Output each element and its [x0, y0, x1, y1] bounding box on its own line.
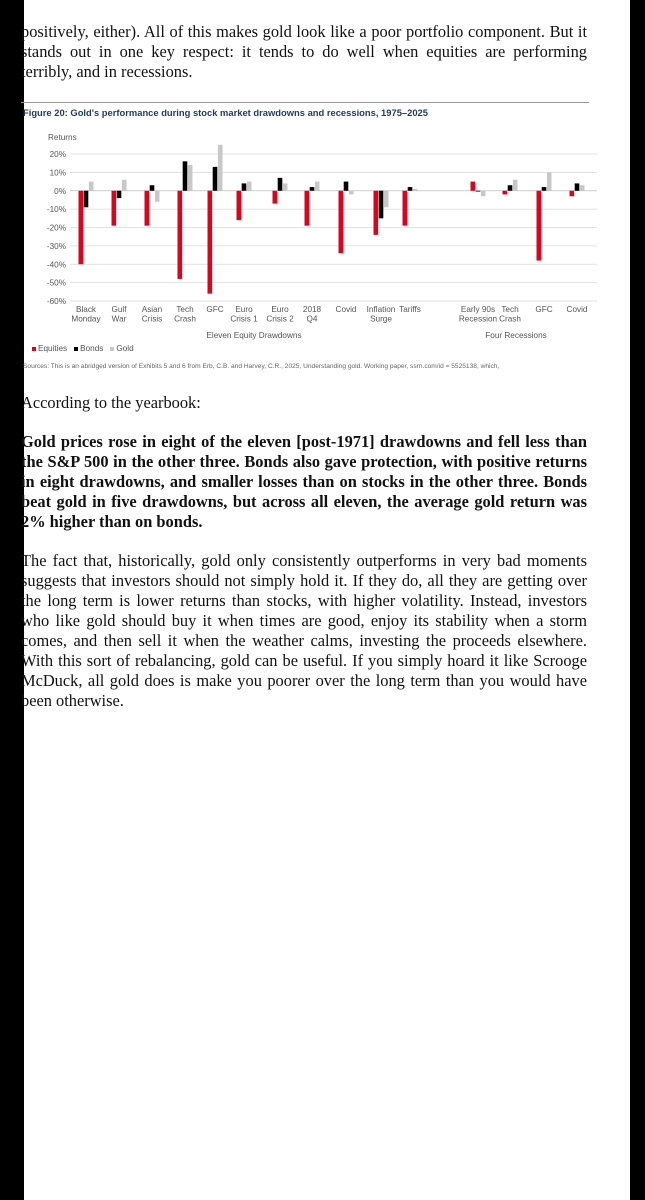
bar-equities [403, 191, 408, 226]
x-tick-label: GFC [535, 305, 553, 314]
bar-equities [208, 191, 213, 294]
y-tick-label: -20% [46, 223, 66, 233]
x-tick-label: Tariffs [399, 305, 421, 314]
paragraph-according: According to the yearbook: [21, 393, 201, 412]
paragraph-quote: Gold prices rose in eight of the eleven [post-1971] drawdowns and fell less than the S&P 500 in the other three. Bonds also gave protection, with positive returns in eight drawdowns, and smaller losses than on stocks in the other three. Bonds beat gold in five drawdowns, but across all eleven, the average gold return was 2% higher than on bonds. [21, 432, 587, 531]
bar-gold [247, 182, 252, 191]
x-tick-label: Crisis [141, 314, 163, 324]
bar-equities [537, 191, 542, 261]
bar-gold [413, 189, 418, 191]
x-tick-label: Tech [501, 305, 519, 314]
group-label: Eleven Equity Drawdowns [206, 331, 302, 340]
x-tick-label: Covid [566, 305, 588, 314]
bar-gold [155, 191, 160, 202]
bar-bonds [150, 185, 155, 191]
legend-equities-label: Equities [38, 344, 68, 353]
bar-equities [471, 182, 476, 191]
x-tick-label: Surge [370, 314, 392, 324]
bar-bonds [508, 185, 513, 191]
y-tick-label: -40% [46, 260, 66, 270]
y-tick-label: 20% [49, 150, 66, 159]
bar-equities [178, 191, 183, 279]
bar-bonds [242, 183, 247, 190]
chart-legend [32, 344, 134, 353]
figure-title: Figure 20: Gold's performance during stock market drawdowns and recessions, 1975–2025 [23, 107, 428, 118]
bar-equities [273, 191, 278, 204]
y-axis-label: Returns [48, 133, 77, 142]
bar-bonds [84, 191, 89, 208]
gold-performance-chart [0, 0, 645, 360]
bar-bonds [476, 191, 481, 192]
bar-bonds [344, 182, 349, 191]
bar-bonds [213, 167, 218, 191]
bar-equities [112, 191, 117, 226]
x-tick-label: Covid [335, 305, 357, 314]
x-tick-label: Inflation [366, 305, 396, 314]
x-tick-label: 2018 [302, 305, 322, 314]
bar-gold [218, 145, 223, 191]
y-tick-label: 0% [54, 186, 66, 196]
y-tick-label: 10% [49, 168, 66, 178]
bar-equities [503, 191, 508, 195]
y-tick-label: -60% [46, 297, 66, 306]
bar-equities [374, 191, 379, 235]
x-tick-label: Crisis 1 [230, 314, 258, 324]
paragraph-conclusion: The fact that, historically, gold only consistently outperforms in very bad moments suggests that investors should not simply hold it. If they do, all they are getting over the long term is lower returns than stocks, with higher volatility. Instead, investors who like gold should buy it when times are good, enjoy its stability when a storm comes, and then sell it when the weather calms, investing the proceeds elsewhere. With this sort of rebalancing, gold can be useful. If you simply hoard it like Scrooge McDuck, all gold does is make you poorer over the long term than you would have been otherwise. [21, 551, 587, 710]
legend-equities [32, 344, 67, 353]
x-tick-label: Euro [271, 305, 289, 314]
bar-bonds [278, 178, 283, 191]
bar-equities [79, 191, 84, 265]
bar-bonds [408, 187, 413, 191]
legend-bonds-swatch [74, 347, 78, 351]
x-tick-label: Early 90s [460, 305, 496, 314]
bar-gold [547, 172, 552, 190]
bar-equities [570, 191, 575, 197]
bar-gold [513, 180, 518, 191]
bar-equities [339, 191, 344, 253]
x-tick-label: Tech [176, 305, 194, 314]
y-tick-label: -50% [46, 278, 66, 288]
bar-gold [384, 191, 389, 208]
y-tick-label: -30% [46, 241, 66, 251]
bar-bonds [542, 187, 547, 191]
bar-equities [237, 191, 242, 220]
x-tick-label: Crash [499, 314, 521, 324]
legend-bonds-label: Bonds [80, 344, 104, 353]
bar-bonds [310, 187, 315, 191]
x-tick-label: Crash [174, 314, 196, 324]
group-label: Four Recessions [485, 331, 547, 340]
x-tick-label: Gulf [111, 305, 127, 314]
bar-gold [188, 165, 193, 191]
x-tick-label: Crisis 2 [266, 314, 294, 324]
paragraph-intro: positively, either). All of this makes gold look like a poor portfolio component. But it stands out in one key respect: it tends to do well when equities are performing terribly, and in recessions. [21, 22, 587, 81]
figure-sources: Sources: This is an abridged version of Exhibits 5 and 6 from Erb, C.B. and Harvey, C.R., 2025, Understanding gold. Working paper, ssrn.com/id = 5525138, which, [23, 363, 500, 370]
bar-gold [315, 182, 320, 191]
x-tick-label: Monday [71, 314, 101, 324]
x-tick-label: GFC [206, 305, 224, 314]
bar-bonds [575, 183, 580, 190]
y-tick-label: -10% [46, 205, 66, 215]
bar-gold [122, 180, 127, 191]
bar-equities [305, 191, 310, 226]
bar-bonds [183, 161, 188, 190]
x-tick-label: Black [75, 305, 97, 314]
bar-bonds [117, 191, 122, 198]
x-tick-label: Asian [141, 305, 163, 314]
bar-gold [481, 191, 486, 197]
bar-gold [580, 185, 585, 191]
x-tick-label: Recession [458, 314, 498, 324]
x-tick-label: Q4 [306, 314, 318, 324]
x-tick-label: War [111, 314, 127, 324]
bar-gold [89, 182, 94, 191]
legend-gold-swatch [110, 347, 114, 351]
bar-gold [283, 183, 288, 190]
legend-gold [110, 344, 133, 353]
bar-gold [349, 191, 354, 195]
legend-bonds [74, 344, 103, 353]
legend-equities-swatch [32, 347, 36, 351]
legend-gold-label: Gold [116, 344, 134, 353]
bar-bonds [379, 191, 384, 219]
bar-equities [145, 191, 150, 226]
x-tick-label: Euro [235, 305, 253, 314]
